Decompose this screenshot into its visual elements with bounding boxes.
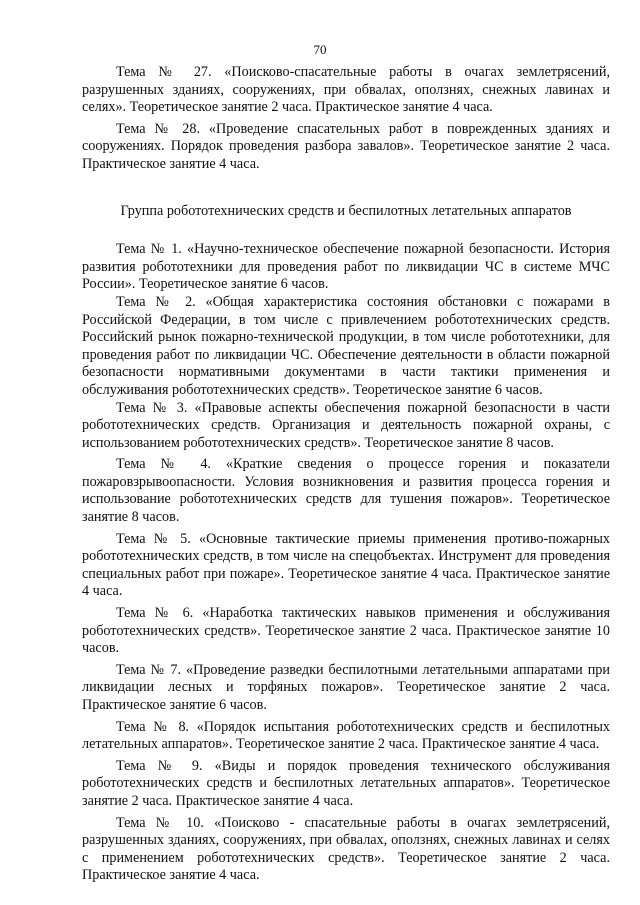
robotics-topic-2: Тема № 2. «Общая характеристика состояния обстановки с пожарами в Российской Федерации, в том числе с привлечением робототехнических средств. Российский рынок пожарно-технической продукции, в том числе робототехники, для проведения работ по ликвидации ЧС. Обеспечение деятельности в области пожарной безопасности нормативными документами в части тактики применения и обслуживания робототехнических средств». Теоретическое занятие 6 часов. [82, 293, 610, 398]
robotics-topic-9: Тема № 9. «Виды и порядок проведения технического обслуживания робототехнических средств и беспилотных летательных аппаратов». Теоретическое занятие 2 часа. Практическое занятие 4 часа. [82, 757, 610, 809]
topic-27-paragraph: Тема № 27. «Поисково-спасательные работы в очагах землетрясений, разрушенных зданиях, сооружениях, при обвалах, оползнях, снежных лавинах и селях». Теоретическое занятие 2 часа. Практическое занятие 4 часа. [82, 64, 610, 116]
robotics-topic-7: Тема № 7. «Проведение разведки беспилотными летательными аппаратами при ликвидации лесных и торфяных пожаров». Теоретическое занятие 2 часа. Практическое занятие 6 часов. [82, 661, 610, 713]
robotics-topic-10: Тема № 10. «Поисково - спасательные работы в очагах землетрясений, разрушенных зданиях, сооружениях, при обвалах, оползнях, снежных лавинах и селях с применением робототехнических средств». Теоретическое занятие 2 часа. Практическое занятие 4 часа. [82, 814, 610, 884]
topic-28-paragraph: Тема № 28. «Проведение спасательных работ в поврежденных зданиях и сооружениях. Порядок проведения разбора завалов». Теоретическое занятие 2 часа. Практическое занятие 4 часа. [82, 120, 610, 172]
robotics-topic-6: Тема № 6. «Наработка тактических навыков применения и обслуживания робототехнических средств». Теоретическое занятие 2 часа. Практическое занятие 10 часов. [82, 605, 610, 657]
page-number: 70 [313, 42, 327, 57]
robotics-topic-5: Тема № 5. «Основные тактические приемы применения противо-пожарных робототехнических средств, в том числе на спецобъектах. Инструмент для проведения специальных работ при пожаре». Теоретическое занятие 4 часа. Практическое занятие 4 часа. [82, 530, 610, 600]
section-heading: Группа робототехнических средств и беспилотных летательных аппаратов [120, 202, 572, 219]
robotics-topic-1: Тема № 1. «Научно-техническое обеспечение пожарной безопасности. История развития робототехники для проведения работ по ликвидации ЧС в системе МЧС России». Теоретическое занятие 6 часов. [82, 241, 610, 293]
page-content [82, 64, 610, 885]
robotics-topic-3: Тема № 3. «Правовые аспекты обеспечения пожарной безопасности в части робототехнических средств. Организация и деятельность пожарной охраны, с использованием робототехнических средств». Теоретическое занятие 8 часов. [82, 399, 610, 451]
robotics-topic-4: Тема № 4. «Краткие сведения о процессе горения и показатели пожаровзрывоопасности. Условия возникновения и развития процесса горения и использование робототехнических средств для тушения пожаров». Теоретическое занятие 8 часов. [82, 456, 610, 526]
robotics-topic-8: Тема № 8. «Порядок испытания робототехнических средств и беспилотных летательных аппаратов». Теоретическое занятие 2 часа. Практическое занятие 4 часа. [82, 718, 610, 753]
